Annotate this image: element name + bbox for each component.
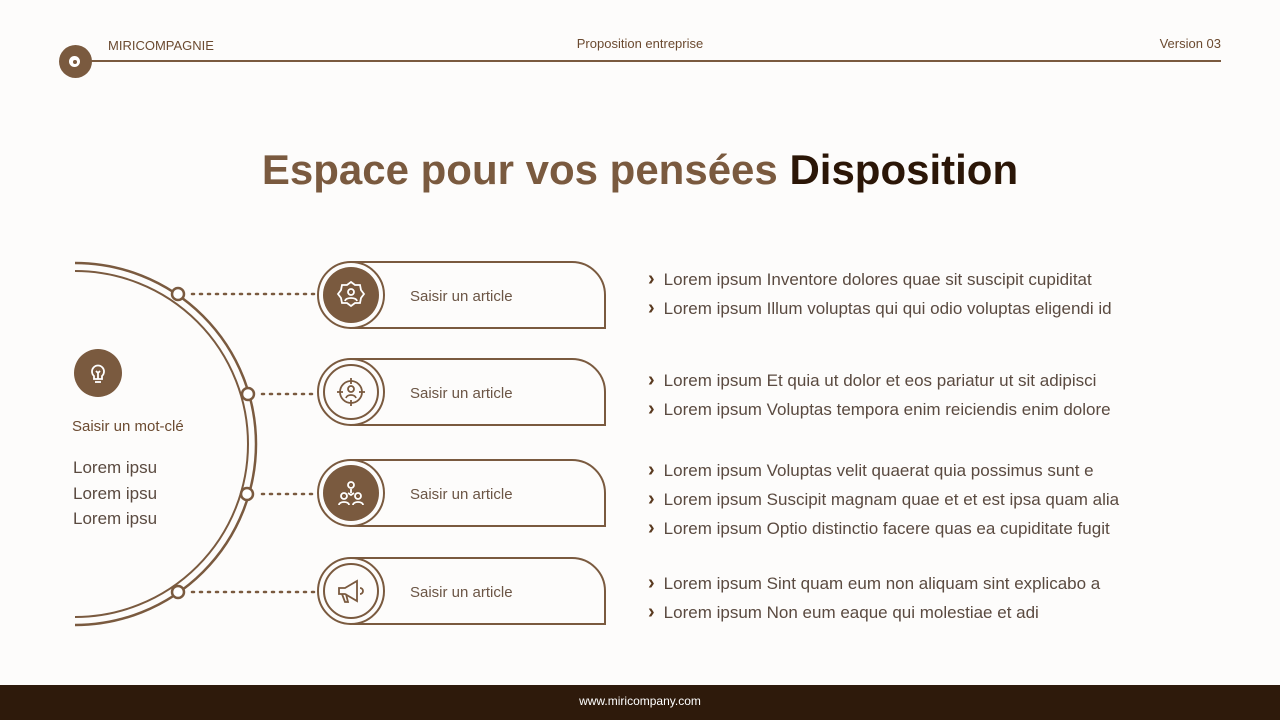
target-user-icon <box>317 358 385 426</box>
gear-user-icon <box>317 261 385 329</box>
bullet-item: › Lorem ipsum Optio distinctio facere quas ea cupiditate fugit <box>648 514 1119 543</box>
card-2 <box>320 358 606 426</box>
keyword-label: Saisir un mot-clé <box>72 418 184 435</box>
left-line: Lorem ipsu <box>73 458 158 477</box>
left-line: Lorem ipsu <box>73 509 158 528</box>
card-3 <box>320 459 606 527</box>
team-icon <box>317 459 385 527</box>
bullet-item: › Lorem ipsum Inventore dolores quae sit suscipit cupiditat <box>648 265 1112 294</box>
title-part2: Disposition <box>789 146 1019 193</box>
bullet-list-1 <box>648 265 1112 323</box>
title-part1: Espace pour vos pensées <box>261 146 778 193</box>
left-list <box>73 455 157 532</box>
bullet-list-2 <box>648 366 1111 424</box>
lightbulb-icon <box>74 349 122 397</box>
bullet-item: › Lorem ipsum Illum voluptas qui qui odio voluptas eligendi id <box>648 294 1112 323</box>
bullet-item: › Lorem ipsum Voluptas velit quaerat quia possimus sunt e <box>648 456 1119 485</box>
megaphone-icon <box>317 557 385 625</box>
bullet-list-4 <box>648 569 1100 627</box>
version: Version 03 <box>1159 36 1221 51</box>
bullet-item: › Lorem ipsum Sint quam eum non aliquam sint explicabo a <box>648 569 1100 598</box>
bullet-item: › Lorem ipsum Et quia ut dolor et eos pariatur ut sit adipisci <box>648 366 1111 395</box>
card-label: Saisir un article <box>410 385 513 402</box>
footer <box>0 685 1280 720</box>
bullet-item: › Lorem ipsum Voluptas tempora enim reiciendis enim dolore <box>648 395 1111 424</box>
bullet-list-3 <box>648 456 1119 543</box>
left-line: Lorem ipsu <box>73 483 158 503</box>
card-4 <box>320 557 606 625</box>
card-label: Saisir un article <box>410 288 513 305</box>
bullet-item: › Lorem ipsum Non eum eaque qui molestiae et adi <box>648 598 1100 627</box>
card-label: Saisir un article <box>410 486 513 503</box>
footer-url[interactable]: www.miricompany.com <box>579 694 701 708</box>
brand-name: MIRICOMPAGNIE <box>108 38 214 53</box>
bullet-item: › Lorem ipsum Suscipit magnam quae et et est ipsa quam alia <box>648 485 1119 514</box>
header-center: Proposition entreprise <box>576 36 704 51</box>
card-label: Saisir un article <box>410 584 513 601</box>
card-1 <box>320 261 606 329</box>
